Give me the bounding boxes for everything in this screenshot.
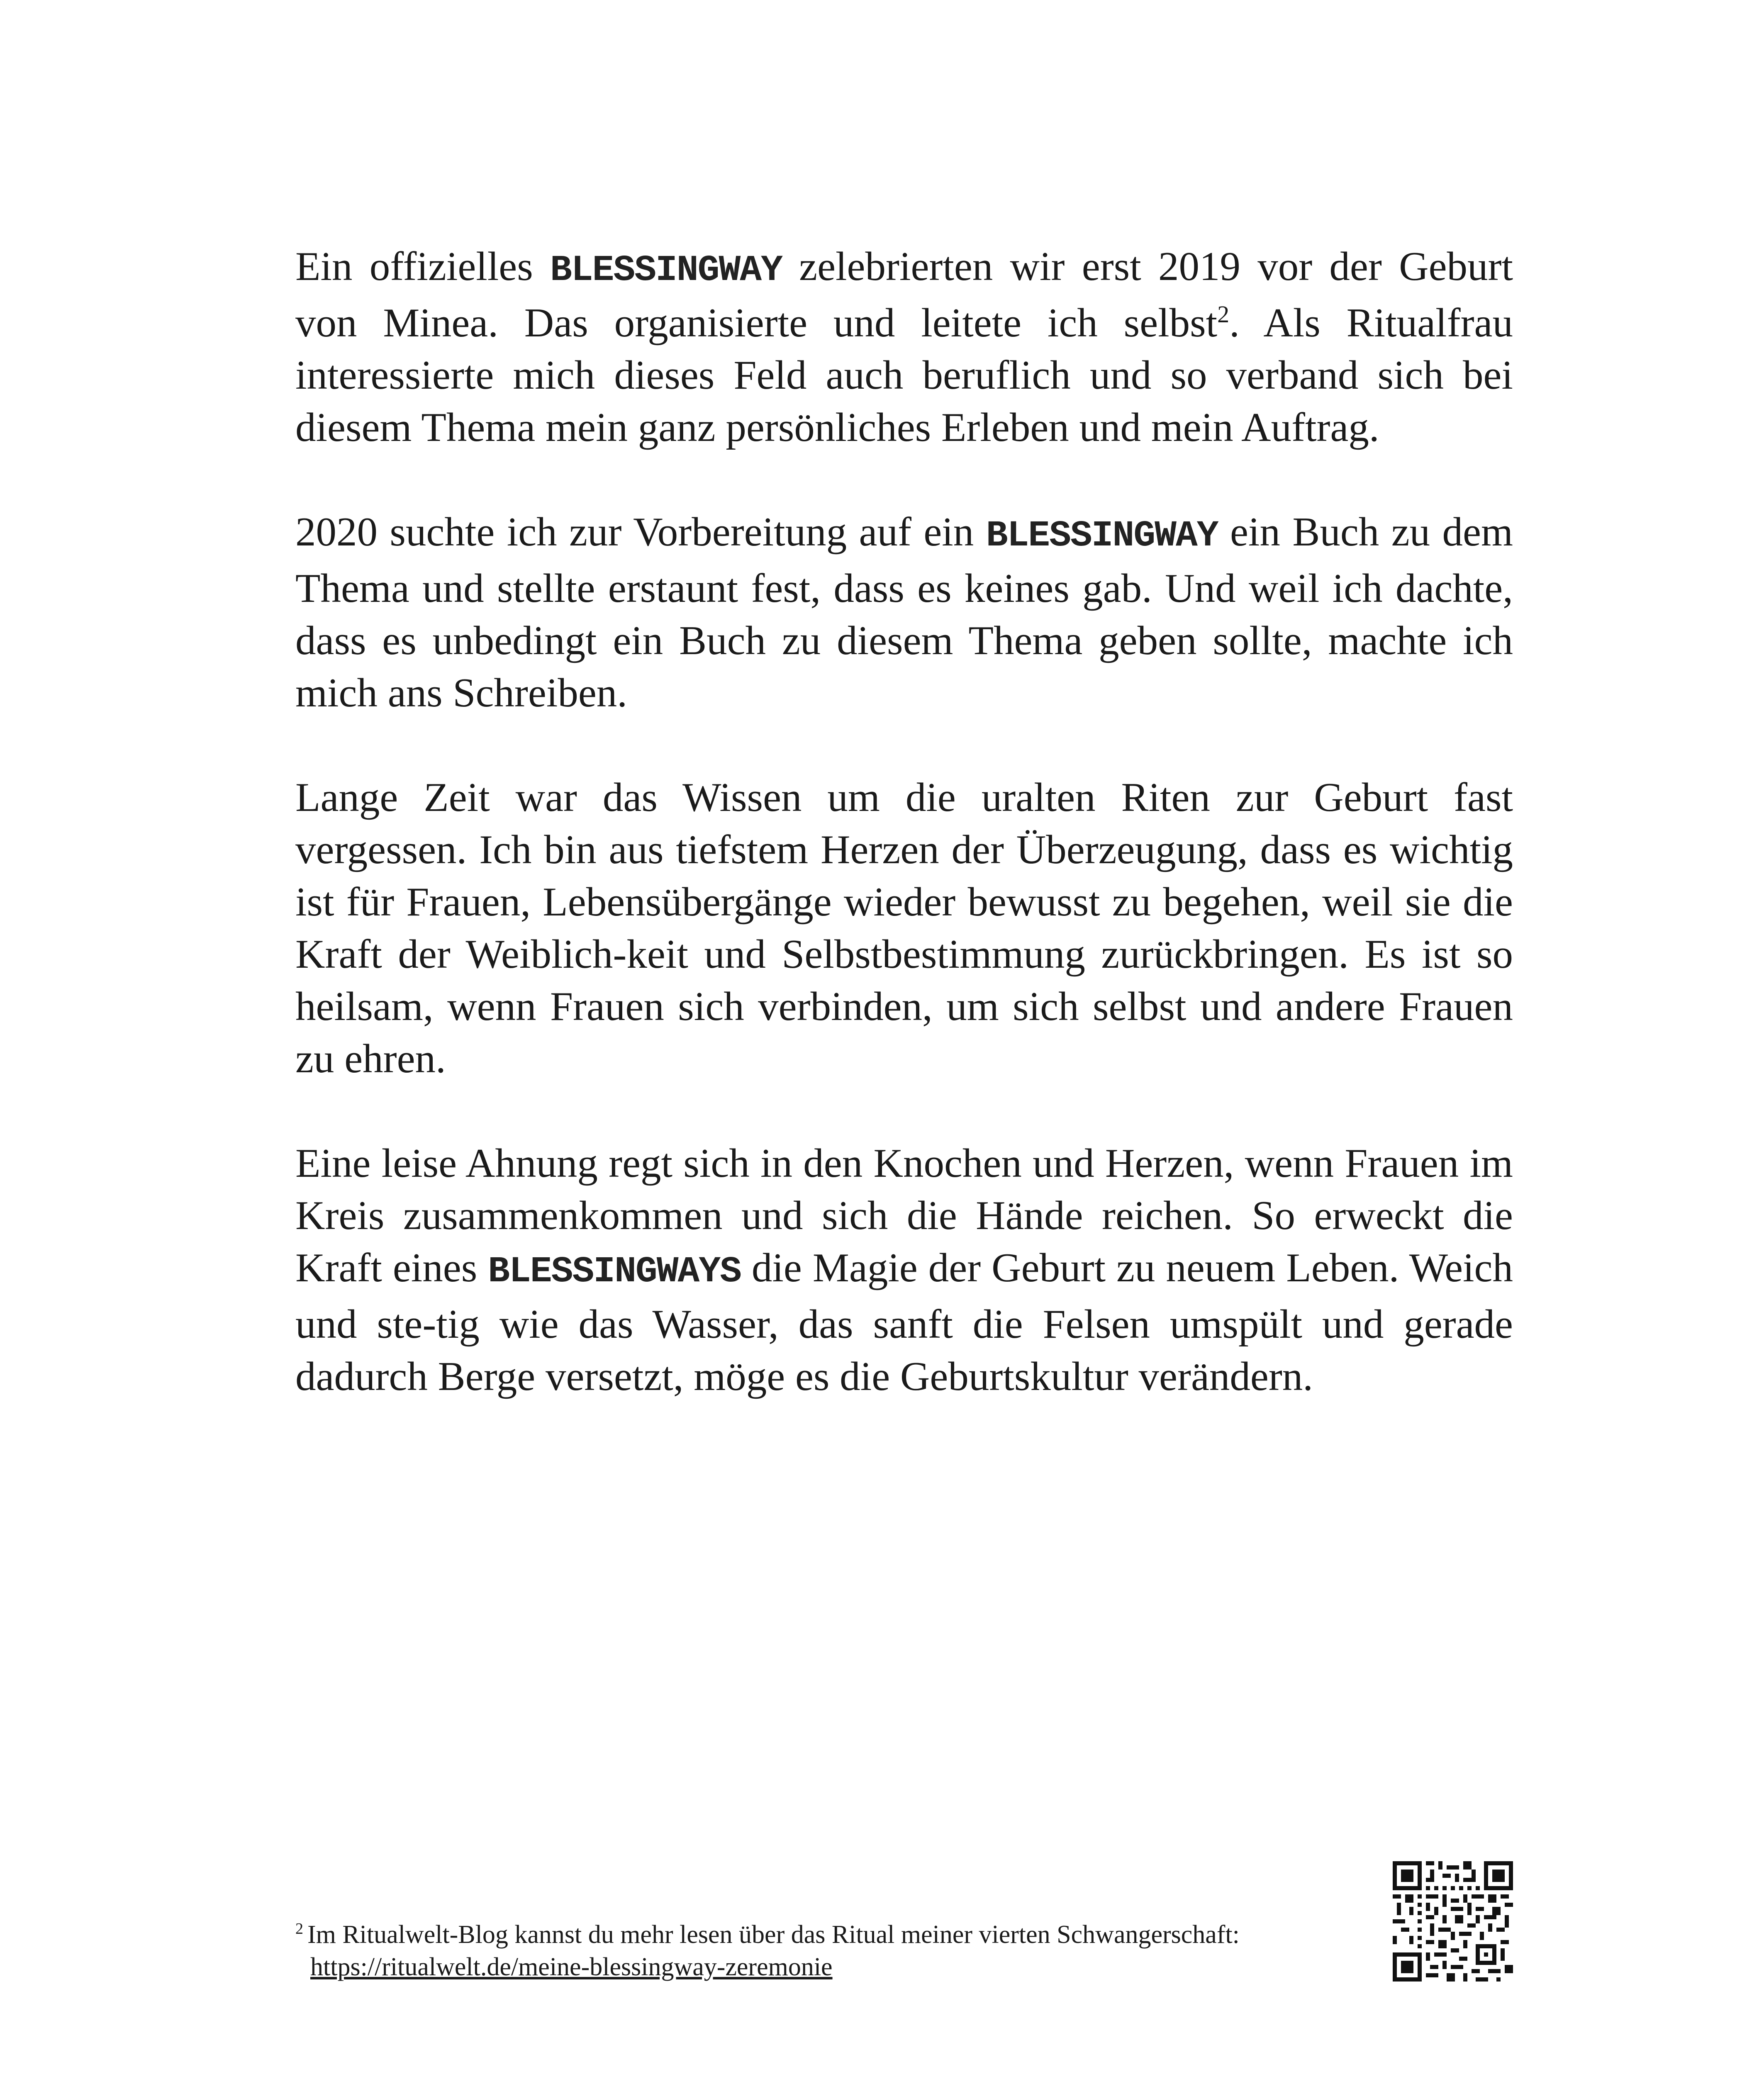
text-run: zelebrierten wir erst 2019 vor der Geburt von Minea. Das organisierte und leitete ich selbst: [295, 244, 1513, 346]
blessingway-term: BLESSINGWAYS: [488, 1251, 741, 1293]
blessingway-term: BLESSINGWAY: [986, 516, 1218, 557]
footnote-reference[interactable]: 2: [1217, 301, 1230, 328]
footnote: [295, 1918, 1374, 1983]
text-run: ein Buch zu dem Thema und stellte erstaunt fest, dass es keines gab. Und weil ich dachte, dass es unbedingt ein Buch zu diesem Thema geben sollte, machte ich mich ans Schreiben.: [295, 509, 1513, 716]
main-text: [295, 241, 1513, 1455]
paragraph-2: [295, 506, 1513, 719]
text-run: . Als Ritualfrau interessierte mich dieses Feld auch beruflich und so verband sich bei diesem Thema mein ganz persönliches Erleben und mein Auftrag.: [295, 300, 1513, 450]
text-run: Ein offizielles: [295, 244, 550, 289]
paragraph-3: [295, 772, 1513, 1085]
text-run: die Magie der Geburt zu neuem Leben. Weich und ste-tig wie das Wasser, das sanft die Felsen umspült und gerade dadurch Berge versetzt, möge es die Geburtskultur verändern.: [295, 1245, 1513, 1399]
text-run: 2020 suchte ich zur Vorbereitung auf ein: [295, 509, 986, 555]
footnote-link[interactable]: https://ritualwelt.de/meine-blessingway-zeremonie: [310, 1953, 833, 1981]
blessingway-term: BLESSINGWAY: [550, 250, 782, 291]
text-run: Eine leise Ahnung regt sich in den Knochen und Herzen, wenn Frauen im Kreis zusammenkommen und sich die Hände reichen. So erweckt die Kraft eines: [295, 1141, 1513, 1290]
paragraph-1: [295, 241, 1513, 454]
paragraph-4: [295, 1137, 1513, 1403]
footnote-mark: 2: [295, 1920, 303, 1938]
qr-code-icon[interactable]: [1393, 1861, 1513, 1981]
text-run: Lange Zeit war das Wissen um die uralten Riten zur Geburt fast vergessen. Ich bin aus tiefstem Herzen der Überzeugung, dass es wichtig ist für Frauen, Lebensübergänge wieder bewusst zu begehen, weil sie die Kraft der Weiblich-keit und Selbstbestimmung zurückbringen. Es ist so heilsam, wenn Frauen sich verbinden, um sich selbst und andere Frauen zu ehren.: [295, 775, 1513, 1081]
footnote-text: Im Ritualwelt-Blog kannst du mehr lesen über das Ritual meiner vierten Schwangerschaft:: [307, 1921, 1240, 1949]
